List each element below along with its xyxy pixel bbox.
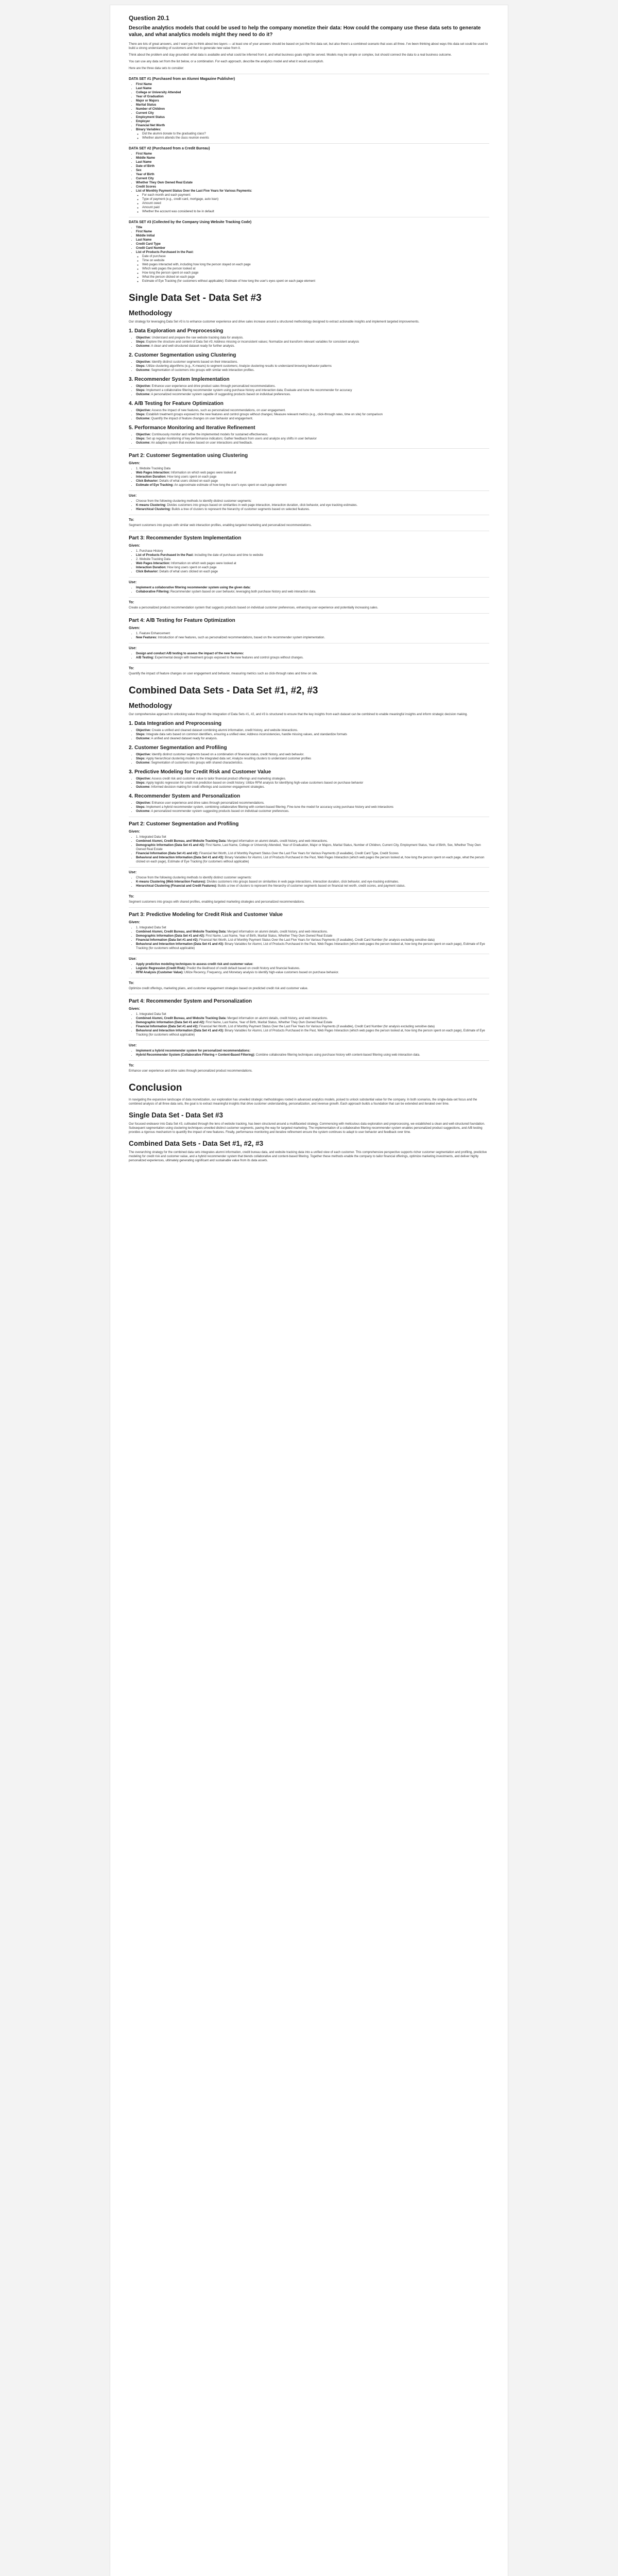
divider [129, 143, 489, 144]
given-item: • 1. Integrated Data Set [136, 1012, 489, 1016]
combined-section-title: Combined Data Sets - Data Set #1, #2, #3 [129, 685, 318, 696]
given-label: Given: [129, 921, 140, 924]
method-step-line: • Outcome: A personalized recommender system suggesting products based on individual customer preferences. [136, 809, 489, 814]
method-step-title: 3. Recommender System Implementation [129, 377, 230, 382]
given-item: • 1. Purchase History [136, 549, 489, 553]
divider [129, 490, 489, 491]
dataset-item: • Marital Status [136, 103, 489, 107]
divider [129, 1060, 489, 1061]
method-step-title: 2. Customer Segmentation using Clustering [129, 352, 236, 358]
use-item: • Apply predictive modeling techniques to assess credit risk and customer value: [136, 962, 489, 967]
to-label: To: [129, 1064, 134, 1067]
given-item: • Financial Information (Data Set #1 and #2): Financial Net Worth, List of Monthly Payment Status Over the Last Five Years for Various Payments (if available), Credit Card Number (for analysis excluding sensitive data) [136, 1025, 489, 1029]
given-item: • Combined Alumni, Credit Bureau, and Website Tracking Data: Merged information on alumni details, credit history, and web interactions. [136, 839, 489, 843]
given-item: • 1. Website Tracking Data [136, 467, 489, 471]
use-item: • Hierarchical Clustering (Financial and Credit Features): Builds a tree of clusters to represent the hierarchy of customer segments based on financial net worth, credit scores, and payment status. [136, 884, 489, 888]
method-step-line: • Outcome: Informed decision making for credit offerings and customer engagement strategies. [136, 785, 489, 789]
use-list [129, 1049, 489, 1057]
method-step-line: • Objective: Enhance user experience and drive sales through personalized recommendations. [136, 801, 489, 805]
method-step-line: • Objective: Create a unified and cleaned dataset combining alumni information, credit history, and website interactions. [136, 728, 489, 733]
dataset-item: • Number of Children [136, 107, 489, 111]
given-item: • Interaction Duration: How long users spent on each page [136, 566, 489, 570]
dataset-item: • Sex [136, 168, 489, 173]
use-label: Use: [129, 1044, 137, 1047]
given-item: • Demographic Information (Data Set #1 and #2): First Name, Last Name, Year of Birth, Marital Status, Whether They Own Owned Real Estate [136, 1021, 489, 1025]
use-list [129, 876, 489, 888]
given-item: • Web Pages Interaction: Information on which web pages were looked at [136, 562, 489, 566]
dataset-note: ◦ Whether the account was considered to be in default [142, 210, 489, 214]
given-label: Given: [129, 626, 140, 630]
dataset-note-label: • List of Monthly Payment Status Over the Last Five Years for Various Payments: ◦ For each month and each payment: ◦ Type of payment (e.g., credit card, mortgage, auto loan) ◦ Amount owed ◦ Amount paid ◦ Whether the account was considered to be in default [136, 189, 489, 214]
dataset-item: • Credit Scores [136, 185, 489, 189]
conclusion-title: Conclusion [129, 1082, 182, 1093]
method-step-line: • Outcome: A personalized recommender system capable of suggesting products based on individual preferences. [136, 393, 489, 397]
dataset-items [129, 226, 489, 283]
method-step-title: 1. Data Exploration and Preprocessing [129, 328, 224, 334]
dataset-notes [136, 255, 489, 283]
dataset-notes [136, 132, 489, 140]
given-item: • Interaction Duration: How long users spent on each page [136, 475, 489, 479]
single-parts [129, 448, 489, 676]
dataset-item: • Financial Net Worth [136, 124, 489, 128]
dataset-item: • First Name [136, 152, 489, 156]
conclusion-single-title: Single Data Set - Data Set #3 [129, 1111, 224, 1119]
to-label: To: [129, 601, 134, 604]
method-step-line: • Outcome: Segmentation of customers into groups with shared characteristics. [136, 761, 489, 765]
method-step-line: • Steps: Explore the structure and content of Data Set #3; Address missing or inconsistent values; Normalize and transform relevant variables for consistent analysis [136, 340, 489, 344]
given-item: • 1. Integrated Data Set [136, 926, 489, 930]
given-item: • Click Behavior: Details of what users clicked on each page [136, 570, 489, 574]
dataset-item: • Title [136, 226, 489, 230]
combined-parts [129, 817, 489, 1073]
combined-method-steps [129, 721, 489, 814]
combined-method-intro: Our comprehensive approach to unlocking value through the integration of Data Sets #1, #2, and #3 is structured to ensure that the key insights from each dataset can be combined to enable meaningful insights and inform strategic decision making. [129, 713, 468, 716]
single-method-intro: Our strategy for leveraging Data Set #3 is to enhance customer experience and drive sales increase around a structured methodology designed to extract actionable insights and implement targeted improvements. [129, 320, 420, 324]
dataset-item: • Employer [136, 120, 489, 124]
dataset-list [129, 74, 489, 283]
dataset-note-label: • List of Products Purchased in the Past: ◦ Date of purchase ◦ Time on website ◦ Web pages interacted with, including how long the person stayed on each page ◦ Which web pages the person looked at ◦ How long the person spent on each page ◦ What the person clicked on each page ◦ Estimate of Eye Tracking (for customers without applicable): Estimate of how long the user's eyes spent on each page element [136, 250, 489, 283]
divider [129, 597, 489, 598]
intro-paragraph: There are lots of great answers, and I want you to think about two layers — at least one of your answers should be based on just the first data set, but also there's a combined scenario that uses all three. I've been thinking about ways this data set could be used to build a strong understanding of customers and then to generate new value from it. [129, 43, 488, 50]
dataset-note: ◦ Did the alumni donate to the graduating class? [142, 132, 489, 136]
method-step-title: 5. Performance Monitoring and Iterative Refinement [129, 425, 255, 431]
given-item: • 2. Website Tracking Data [136, 557, 489, 562]
use-item: • K-means Clustering: Divides customers into groups based on similarities in web page interaction, interaction duration, click behavior, and eye tracking estimates. [136, 503, 489, 507]
method-step-list [129, 360, 489, 372]
given-label: Given: [129, 830, 140, 834]
given-item: • New Features: Introduction of new features, such as personalized recommendations, based on the recommender system implementation. [136, 636, 489, 640]
method-step-line: • Outcome: An adaptive system that evolves based on user interactions and feedback. [136, 441, 489, 445]
method-step-line: • Steps: Integrate data sets based on common identifiers, ensuring a unified view; Address inconsistencies, handle missing values, and standardize formats [136, 733, 489, 737]
given-label: Given: [129, 1007, 140, 1011]
method-step-list [129, 384, 489, 397]
given-label: Given: [129, 462, 140, 465]
method-step-line: • Steps: Implement a hybrid recommender system, combining collaborative filtering with content-based filtering; Fine-tune the model for accuracy using purchase history and web interactions [136, 805, 489, 809]
part-title: Part 2: Customer Segmentation using Clustering [129, 453, 248, 459]
method-step-line: • Objective: Identify distinct customer segments based on a combination of financial status, credit history, and web behavior. [136, 753, 489, 757]
given-item: • 1. Feature Enhancement [136, 632, 489, 636]
use-label: Use: [129, 647, 137, 650]
to-text: Optimize credit offerings, marketing plans, and customer engagement strategies based on predicted credit risk and customer value. [129, 987, 308, 990]
method-step-list [129, 801, 489, 814]
dataset-item: • College or University Attended [136, 91, 489, 95]
dataset-note: ◦ What the person clicked on each page [142, 275, 489, 279]
divider [129, 448, 489, 449]
dataset-item: • First Name [136, 230, 489, 234]
method-step-list [129, 728, 489, 741]
use-label: Use: [129, 871, 137, 874]
part-title: Part 2: Customer Segmentation and Profiling [129, 821, 239, 827]
given-item: • Combined Alumni, Credit Bureau, and Website Tracking Data: Merged information on alumni details, credit history, and web interactions. [136, 930, 489, 934]
dataset-item: • Year of Graduation [136, 95, 489, 99]
dataset-item: • Date of Birth [136, 164, 489, 168]
method-step-list [129, 433, 489, 445]
dataset-note: ◦ For each month and each payment: [142, 193, 489, 197]
method-step-title: 1. Data Integration and Preprocessing [129, 721, 222, 726]
dataset-item: • Credit Card Type [136, 242, 489, 246]
to-label: To: [129, 981, 134, 985]
part-title: Part 3: Predictive Modeling for Credit Risk and Customer Value [129, 912, 283, 918]
dataset-note: ◦ Type of payment (e.g., credit card, mortgage, auto loan) [142, 197, 489, 201]
given-item: • Web Pages Interaction: Information on which web pages were looked at [136, 471, 489, 475]
dataset-item: • Whether They Own Owned Real Estate [136, 181, 489, 185]
use-list [129, 499, 489, 512]
dataset-note-label: • Binary Variables: ◦ Did the alumni donate to the graduating class? ◦ Whether alumni attends the class reunion events [136, 128, 489, 140]
to-label: To: [129, 895, 134, 899]
conclusion-combined-text: The overarching strategy for the combined data sets integrates alumni information, credit bureau data, and website tracking data into a unified view of each customer. This comprehensive perspective supports richer customer segmentation and profiling, predictive modeling for credit risk and customer value, and a hybrid recommender system that blends collaborative and content-based filtering. Together these methods enable the company to tailor financial offerings, optimize marketing investments, and deliver highly personalized experiences, ultimately generating significant and sustainable value from its data assets. [129, 1151, 487, 1162]
given-list [129, 1012, 489, 1037]
divider [129, 577, 489, 578]
part-title: Part 3: Recommender System Implementation [129, 535, 242, 541]
given-item: • Demographic Information (Data Set #1 and #2): First Name, Last Name, Year of Birth, Marital Status, Whether They Own Owned Real Estate [136, 934, 489, 938]
single-method-steps [129, 328, 489, 445]
method-step-line: • Objective: Enhance user experience and drive product sales through personalized recommendations. [136, 384, 489, 388]
use-item: • Design and conduct A/B testing to assess the impact of the new features: [136, 652, 489, 656]
document-page [110, 5, 508, 2576]
part-title: Part 4: Recommender System and Personalization [129, 998, 252, 1004]
method-step-line: • Objective: Assess credit risk and customer value to tailor financial product offerings and marketing strategies. [136, 777, 489, 781]
given-list [129, 549, 489, 574]
divider [129, 613, 489, 614]
dataset-note: ◦ Date of purchase [142, 255, 489, 259]
given-list [129, 926, 489, 951]
given-item: • Behavioral and Interaction Information (Data Set #1 and #3): Binary Variables for Alumni, List of Products Purchased in the Past, Web Pages Interaction (which web pages the person looked at, how long the person spent on each page), Estimate of Eye Tracking (for customers without applicable) [136, 1029, 489, 1037]
given-item: • 1. Integrated Data Set [136, 835, 489, 839]
use-item: • Hierarchical Clustering: Builds a tree of clusters to represent the hierarchy of customer segments based on selected features. [136, 507, 489, 512]
method-step-line: • Outcome: A unified and cleaned dataset ready for analysis. [136, 737, 489, 741]
dataset-notes [136, 193, 489, 214]
dataset-title: DATA SET #1 (Purchased from an Alumni Magazine Publisher) [129, 77, 235, 81]
given-list [129, 835, 489, 864]
use-item: • Choose from the following clustering methods to identify distinct customer segments: [136, 499, 489, 503]
dataset-items [129, 152, 489, 214]
dataset-note: ◦ How long the person spent on each page [142, 271, 489, 275]
to-label: To: [129, 667, 134, 670]
method-step-line: • Objective: Identify distinct customer segments based on their interactions. [136, 360, 489, 364]
dataset-item: • Middle Name [136, 156, 489, 160]
dataset-note: ◦ Amount paid [142, 206, 489, 210]
method-step-line: • Steps: Establish treatment groups exposed to the new features and control groups without changes; Measure relevant metrics (e.g., click-through rates, time on site) for comparison [136, 413, 489, 417]
use-label: Use: [129, 581, 137, 584]
given-label: Given: [129, 544, 140, 548]
method-step-line: • Steps: Apply logistic regression for credit risk prediction based on credit history; Utilize RFM analysis for identifying high-value customers based on purchase behavior [136, 781, 489, 785]
conclusion-intro: In navigating the expansive landscape of data monetization, our exploration has unveiled strategic methodologies rooted in advanced analytics models, poised to unlock substantial value for the company. In both scenarios, the single-data-set focus and the combined analysis of all three data sets, the goal is to extract meaningful insights that drive customer understanding, personalization, and revenue growth. Each approach builds a foundation that can be extended and iterated over time. [129, 1098, 477, 1106]
dataset-item: • Current City [136, 177, 489, 181]
dataset-item: • Current City [136, 111, 489, 115]
method-step-line: • Objective: Continuously monitor and refine the implemented models for sustained effectiveness. [136, 433, 489, 437]
use-item: • Hybrid Recommender System (Collaborative Filtering + Content-Based Filtering): Combine collaborative filtering techniques using purchase history with content-based filtering using web interaction data. [136, 1053, 489, 1057]
use-item: • Implement a collaborative filtering recommender system using the given data: [136, 586, 489, 590]
divider [129, 663, 489, 664]
method-step-line: • Outcome: Quantify the impact of feature changes on user behavior and engagement. [136, 417, 489, 421]
to-text: Quantify the impact of feature changes on user engagement and behavior, measuring metrics such as click-through rates and time on site. [129, 672, 318, 675]
method-step-title: 4. A/B Testing for Feature Optimization [129, 401, 224, 406]
dataset-title: DATA SET #2 (Purchased from a Credit Bureau) [129, 147, 210, 150]
to-text: Segment customers into groups with shared profiles, enabling targeted marketing strategies and personalized recommendations. [129, 901, 305, 904]
combined-methodology-heading: Methodology [129, 702, 172, 709]
to-text: Enhance user experience and drive sales through personalized product recommendations. [129, 1070, 253, 1073]
method-step-list [129, 409, 489, 421]
method-step-line: • Steps: Implement a collaborative filtering recommender system using purchase history and interaction data; Evaluate and tune the recommender for accuracy [136, 388, 489, 393]
method-step-line: • Objective: Understand and prepare the raw website tracking data for analysis. [136, 336, 489, 340]
given-item: • Estimate of Eye Tracking: An approximate estimate of how long the user's eyes spent on each page element [136, 483, 489, 487]
dataset-note: ◦ Which web pages the person looked at [142, 267, 489, 271]
given-item: • Demographic Information (Data Set #1 and #2): First Name, Last Name, College or University Attended, Year of Graduation, Major or Majors, Marital Status, Number of Children, Current City, Employment Status, Year of Birth, Sex, Whether They Own Owned Real Estate [136, 843, 489, 852]
dataset-item: • Credit Card Number [136, 246, 489, 250]
use-item: • K-means Clustering (Web Interaction Features): Divides customers into groups based on similarities in web page interactions, interaction duration, click behavior, and eye-tracking estimates. [136, 880, 489, 884]
dataset-note: ◦ Time on website [142, 259, 489, 263]
use-item: • RFM Analysis (Customer Value): Utilize Recency, Frequency, and Monetary analysis to identify high-value customers based on purchase behavior. [136, 971, 489, 975]
dataset-item: • First Name [136, 82, 489, 87]
method-step-title: 3. Predictive Modeling for Credit Risk and Customer Value [129, 769, 271, 775]
dataset-note: ◦ Estimate of Eye Tracking (for customers without applicable): Estimate of how long the user's eyes spent on each page element [142, 279, 489, 283]
use-item: • Collaborative Filtering: Recommender system based on user behavior, leveraging both purchase history and web interaction data. [136, 590, 489, 594]
dataset-note: ◦ Web pages interacted with, including how long the person stayed on each page [142, 263, 489, 267]
given-item: • Financial Information (Data Set #1 and #2): Financial Net Worth, List of Monthly Payment Status Over the Last Five Years for Various Payments (if available), Credit Card Type, Credit Scores [136, 852, 489, 856]
method-step-line: • Steps: Utilize clustering algorithms (e.g., K-means) to segment customers; Analyze clustering results to understand browsing behavior patterns [136, 364, 489, 368]
conclusion-single-text: Our focused endeavor into Data Set #3, cultivated through the lens of website tracking, has been structured around a multifaceted strategy. Commencing with meticulous data exploration and preprocessing, we established a clean and well-structured foundation. Subsequent segmentation using clustering techniques unveiled distinct customer segments, paving the way for targeted marketing. The implementation of a collaborative filtering recommender system enables personalized product suggestions, and A/B testing provides a rigorous mechanism to quantify the impact of new features. Finally, performance monitoring and iterative refinement ensure the system continues to adapt to user behavior and feedback over time. [129, 1123, 485, 1134]
dataset-item: • Last Name [136, 87, 489, 91]
given-list [129, 632, 489, 640]
intro-paragraph: Think about the problem and stay grounded: what data is available and what could be inferred from it, and what business goals might be served. Models may be simple or complex, but should connect the data to a real business outcome. [129, 54, 452, 57]
use-label: Use: [129, 494, 137, 498]
to-text: Create a personalized product recommendation system that suggests products based on individual customer preferences, enhancing user experience and potentially increasing sales. [129, 606, 379, 609]
given-item: • Behavioral and Interaction Information (Data Set #1 and #3): Binary Variables for Alumni, List of Products Purchased in the Past, Web Pages Interaction (which web pages the person looked at, how long the person spent on each page, what the person clicked on each page), Estimate of Eye Tracking (for customers without applicable) [136, 856, 489, 864]
to-label: To: [129, 518, 134, 522]
to-text: Segment customers into groups with similar web interaction profiles, enabling targeted marketing and personalized recommendations. [129, 524, 312, 527]
use-list [129, 652, 489, 660]
method-step-title: 4. Recommender System and Personalization [129, 793, 241, 799]
given-item: • Combined Alumni, Credit Bureau, and Website Tracking Data: Merged information on alumni details, credit history, and web interactions. [136, 1016, 489, 1021]
dataset-item: • Year of Birth [136, 173, 489, 177]
use-item: • Choose from the following clustering methods to identify distinct customer segments: [136, 876, 489, 880]
dataset-note: ◦ Whether alumni attends the class reunion events [142, 136, 489, 140]
dataset-item: • Middle Initial [136, 234, 489, 238]
given-item: • List of Products Purchased in the Past: including the date of purchase and time to website [136, 553, 489, 557]
method-step-list [129, 777, 489, 789]
question-number: Question 20.1 [129, 14, 169, 22]
method-step-line: • Outcome: Segmentation of customers into groups with similar web interaction profiles. [136, 368, 489, 372]
given-item: • Financial Information (Data Set #1 and #2): Financial Net Worth, List of Monthly Payment Status Over the Last Five Years for Various Payments (if available), Credit Card Number (for analysis excluding sensitive data) [136, 938, 489, 942]
part-title: Part 4: A/B Testing for Feature Optimization [129, 618, 235, 623]
divider [129, 867, 489, 868]
intro-paragraph: You can use any data set from the list below, or a combination. For each approach, describe the analytics model and what it would accomplish. [129, 60, 324, 63]
use-item: • A/B Testing: Experimental design with treatment groups exposed to the new features and control groups without changes. [136, 656, 489, 660]
divider [129, 891, 489, 892]
given-item: • Click Behavior: Details of what users clicked on each page [136, 479, 489, 483]
method-step-line: • Steps: Apply hierarchical clustering models to the integrated data set; Analyze resulting clusters to understand customer profiles [136, 757, 489, 761]
single-methodology-heading: Methodology [129, 309, 172, 317]
dataset-title: DATA SET #3 (Collected by the Company Using Website Tracking Code) [129, 221, 252, 224]
method-step-line: • Objective: Assess the impact of new features, such as personalized recommendations, on user engagement. [136, 409, 489, 413]
method-step-line: • Outcome: A clean and well-structured dataset ready for further analysis. [136, 344, 489, 348]
dataset-item: • Major or Majors [136, 99, 489, 103]
dataset-item: • Last Name [136, 160, 489, 164]
divider [129, 907, 489, 908]
given-list [129, 467, 489, 487]
question-intro [129, 42, 489, 71]
use-item: • Implement a hybrid recommender system for personalized recommendations: [136, 1049, 489, 1053]
method-step-title: 2. Customer Segmentation and Profiling [129, 745, 227, 751]
use-label: Use: [129, 957, 137, 961]
dataset-items [129, 82, 489, 140]
given-item: • Behavioral and Interaction Information (Data Set #1 and #3): Binary Variables for Alumni, List of Products Purchased in the Past, Web Pages Interaction (which web pages the person looked at, how long the person spent on each page), Estimate of Eye Tracking (for customers without applicable) [136, 942, 489, 951]
dataset-item: • Last Name [136, 238, 489, 242]
method-step-line: • Steps: Set up regular monitoring of key performance indicators; Gather feedback from users and analyze any shifts in user behavior [136, 437, 489, 441]
dataset-note: ◦ Amount owed [142, 201, 489, 206]
divider [129, 1040, 489, 1041]
use-list [129, 962, 489, 975]
use-list [129, 586, 489, 594]
use-item: • Logistic Regression (Credit Risk): Predict the likelihood of credit default based on credit history and financial features. [136, 967, 489, 971]
intro-paragraph: Here are the three data sets to consider: [129, 67, 184, 70]
method-step-list [129, 336, 489, 348]
dataset-item: • Employment Status [136, 115, 489, 120]
single-section-title: Single Data Set - Data Set #3 [129, 293, 262, 303]
conclusion-combined-title: Combined Data Sets - Data Set #1, #2, #3 [129, 1140, 264, 1147]
method-step-list [129, 753, 489, 765]
question-prompt: Describe analytics models that could be used to help the company monetize their data: How could the company use these data sets to generate value, and what analytics models might they need to do it? [129, 25, 481, 38]
